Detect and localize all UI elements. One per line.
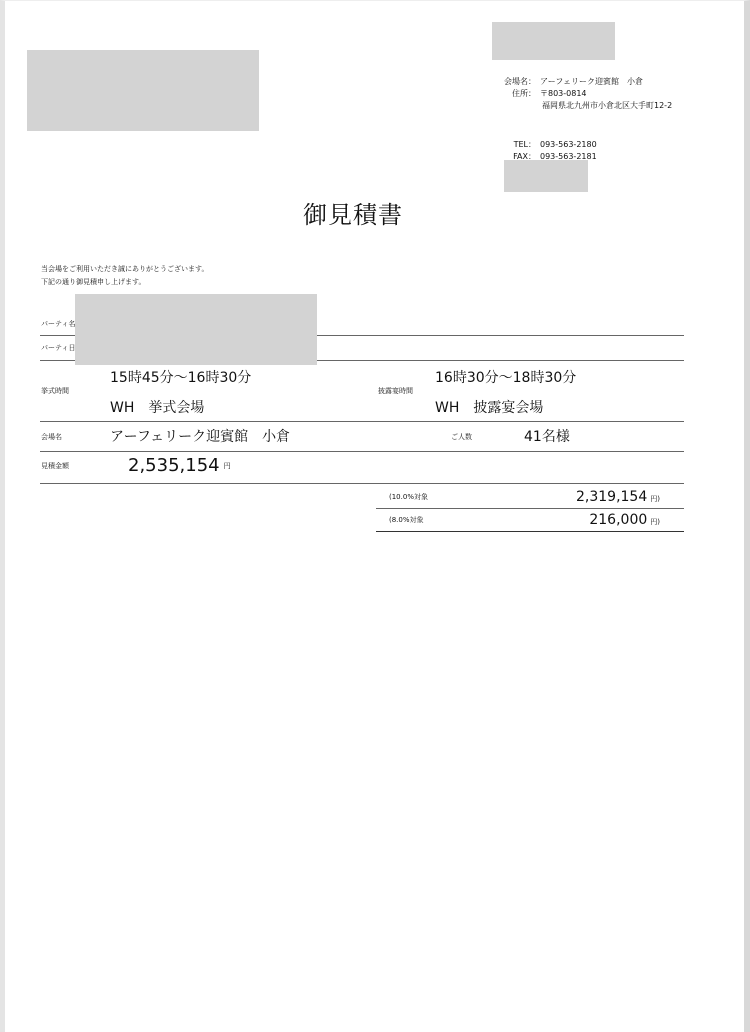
party-date-label: パーティ日 bbox=[41, 344, 76, 352]
sender-address: 福岡県北九州市小倉北区大手町12-2 bbox=[542, 101, 673, 110]
redacted-party-details bbox=[75, 294, 317, 365]
sender-fax: 093-563-2181 bbox=[540, 152, 597, 161]
redacted-customer-block bbox=[27, 50, 259, 131]
greeting-line-2: 下記の通り御見積申し上げます。 bbox=[41, 278, 146, 286]
ceremony-time: 15時45分～16時30分 bbox=[110, 370, 252, 386]
divider-times bbox=[40, 421, 684, 422]
venue-name: アーフェリーク迎賓館 小倉 bbox=[110, 429, 291, 445]
sender-tel-row bbox=[496, 139, 597, 150]
estimate-amount bbox=[128, 455, 231, 477]
guest-count: 41名様 bbox=[524, 429, 570, 445]
sender-tel-label: TEL： bbox=[513, 140, 536, 149]
divider-tax-8 bbox=[376, 531, 684, 532]
sender-tel: 093-563-2180 bbox=[540, 140, 597, 149]
amount-value: 2,535,154 bbox=[128, 455, 220, 476]
sender-postal: 〒803-0814 bbox=[540, 89, 587, 98]
tax-row-label: (8.0%対象 bbox=[389, 516, 424, 524]
sender-address-label: 住所： bbox=[512, 89, 536, 98]
tax-unit: 円) bbox=[650, 495, 660, 503]
divider-venue bbox=[40, 451, 684, 452]
tax-row-label: (10.0%対象 bbox=[389, 493, 428, 501]
sender-fax-row bbox=[496, 151, 597, 162]
party-name-label: パーティ名 bbox=[41, 320, 76, 328]
reception-time-label: 披露宴時間 bbox=[378, 387, 413, 395]
redacted-stamp-block bbox=[504, 160, 588, 192]
sender-fax-label: FAX： bbox=[513, 152, 536, 161]
sender-venue-row bbox=[496, 76, 643, 87]
guests-label: ご人数 bbox=[451, 433, 472, 441]
document-title: 御見積書 bbox=[303, 201, 403, 229]
ceremony-time-label: 挙式時間 bbox=[41, 387, 69, 395]
ceremony-place: WH 挙式会場 bbox=[110, 400, 205, 416]
reception-time: 16時30分～18時30分 bbox=[435, 370, 577, 386]
tax-unit: 円) bbox=[650, 518, 660, 526]
greeting-line-1: 当会場をご利用いただき誠にありがとうございます。 bbox=[41, 265, 209, 273]
tax-value: 216,000 bbox=[589, 512, 648, 528]
amount-label: 見積金額 bbox=[41, 462, 69, 470]
divider-amount bbox=[40, 483, 684, 484]
divider-tax-10 bbox=[376, 508, 684, 509]
reception-place: WH 披露宴会場 bbox=[435, 400, 544, 416]
sender-venue-label: 会場名： bbox=[504, 77, 536, 86]
tax-value: 2,319,154 bbox=[576, 489, 648, 505]
sender-address-row bbox=[496, 88, 587, 99]
tax-row-value bbox=[520, 511, 660, 529]
tax-row-value bbox=[520, 488, 660, 506]
sender-venue: アーフェリーク迎賓館 小倉 bbox=[540, 77, 643, 86]
redacted-header-block bbox=[492, 22, 615, 60]
amount-unit: 円 bbox=[223, 461, 231, 470]
venue-label: 会場名 bbox=[41, 433, 62, 441]
